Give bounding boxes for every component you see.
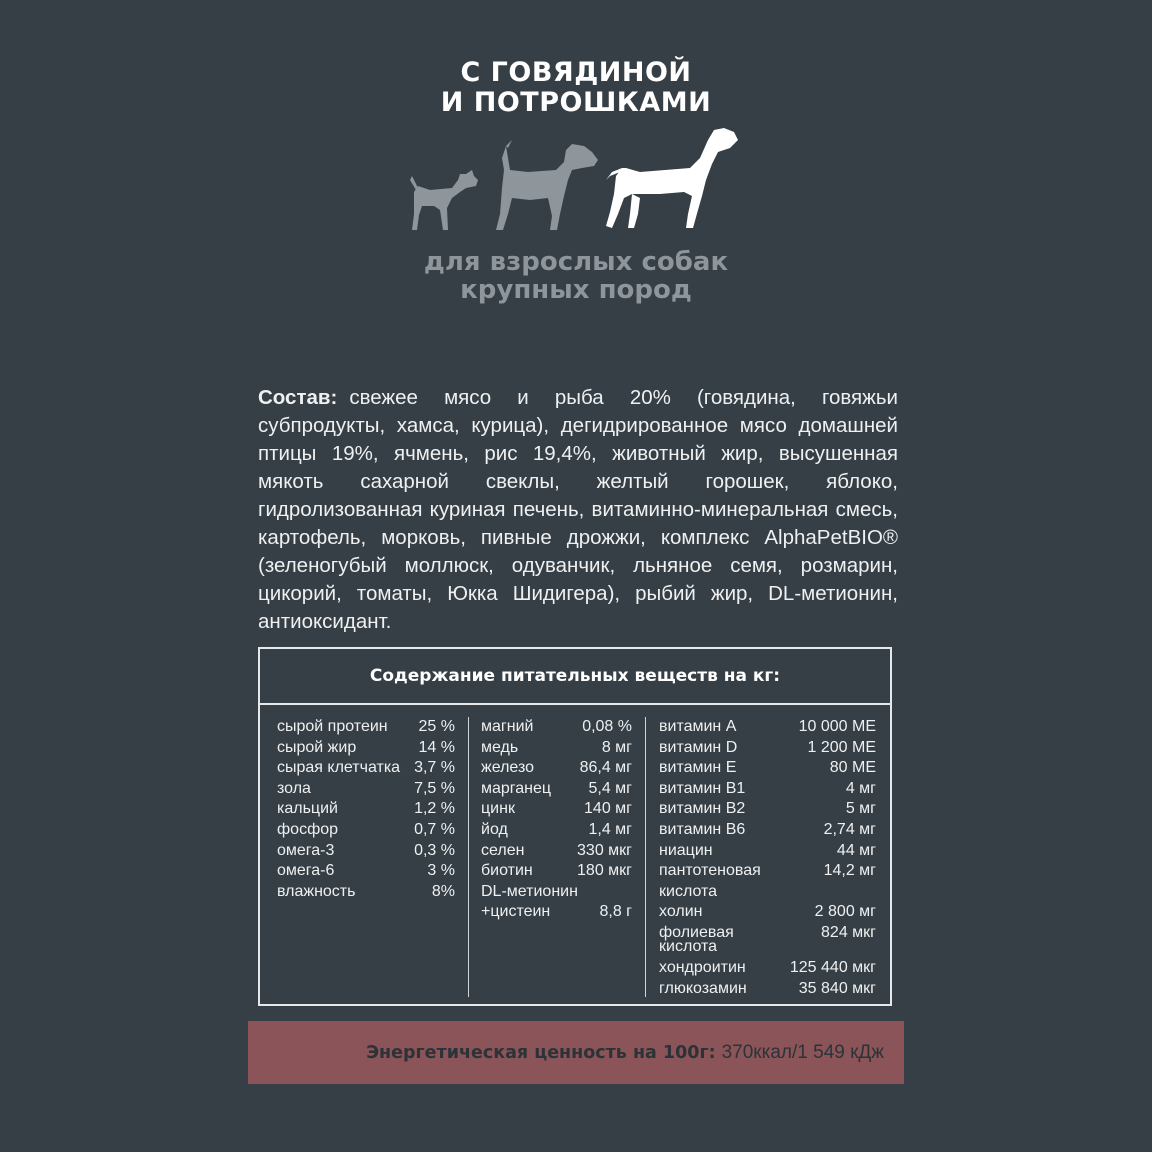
nutrients-column-1 <box>277 717 455 902</box>
composition-text-block <box>258 384 898 636</box>
nutrient-value: 3,7 % <box>414 759 455 777</box>
nutrient-name: витамин В1 <box>659 779 746 797</box>
product-subtitle <box>376 248 776 304</box>
nutrient-name: цинк <box>481 800 515 818</box>
nutrient-row <box>659 923 876 958</box>
nutrients-title: Содержание питательных веществ на кг: <box>260 649 890 705</box>
nutrient-value: 14,2 мг <box>823 862 876 880</box>
nutrient-name: влажность <box>277 882 356 900</box>
nutrient-name: зола <box>277 779 311 797</box>
nutrient-name: хондроитин <box>659 958 746 976</box>
dog-sizes-illustration <box>400 118 760 248</box>
large-dog-icon <box>606 128 738 228</box>
title-line-2: И ПОТРОШКАМИ <box>440 87 712 118</box>
nutrient-value: 8,8 г <box>599 903 632 921</box>
nutrient-row <box>277 882 455 903</box>
nutrient-value: 80 МЕ <box>829 759 876 777</box>
nutrient-name: биотин <box>481 862 533 880</box>
energy-label: Энергетическая ценность на 100г: <box>366 1042 716 1063</box>
nutrient-name: холин <box>659 903 703 921</box>
nutrient-row <box>481 799 632 820</box>
nutrient-row <box>659 861 876 882</box>
nutrient-value: 8% <box>431 882 455 900</box>
nutrient-name: медь <box>481 738 519 756</box>
nutrient-value: 1 200 МЕ <box>807 738 876 756</box>
nutrient-row <box>659 779 876 800</box>
nutrient-name: селен <box>481 841 525 859</box>
nutrient-name: железо <box>481 759 535 777</box>
nutrient-value: 8 мг <box>601 738 632 756</box>
nutrient-value: 25 % <box>418 718 455 735</box>
nutrient-row <box>659 902 876 923</box>
nutrient-name: фолиевая кислота <box>659 923 734 955</box>
nutrient-value: 180 мкг <box>577 862 632 880</box>
nutrient-value: 7,5 % <box>414 779 455 797</box>
nutrient-name: кислота <box>659 882 718 900</box>
nutrient-value: 824 мкг <box>821 923 876 941</box>
composition-label: Состав: <box>258 386 338 409</box>
nutrient-value: 44 мг <box>836 841 876 859</box>
nutrient-row <box>481 779 632 800</box>
nutrient-row <box>277 779 455 800</box>
nutrient-row <box>277 738 455 759</box>
nutrient-name: сырой жир <box>277 738 357 756</box>
nutrient-row <box>481 738 632 759</box>
nutrient-name: омега-3 <box>277 841 335 859</box>
column-divider <box>468 717 469 997</box>
nutrient-row <box>481 841 632 862</box>
nutrient-value: 140 мг <box>584 800 632 818</box>
subtitle-line-2: крупных пород <box>460 275 692 305</box>
nutrient-row <box>277 799 455 820</box>
nutrient-name: витамин Е <box>659 759 737 777</box>
nutrient-name: витамин D <box>659 738 738 756</box>
nutrient-name: витамин В2 <box>659 800 746 818</box>
nutrient-row <box>481 882 632 903</box>
nutrient-name: пантотеновая <box>659 862 761 880</box>
nutrient-name: сырой протеин <box>277 718 388 735</box>
nutrient-name: омега-6 <box>277 862 335 880</box>
nutrient-name: витамин В6 <box>659 820 746 838</box>
nutrient-name: DL-метионин <box>481 882 578 900</box>
nutrient-row <box>277 758 455 779</box>
nutrient-name: фосфор <box>277 820 339 838</box>
nutrient-row <box>277 841 455 862</box>
nutrient-value: 0,3 % <box>414 841 455 859</box>
nutrient-name: глюкозамин <box>659 979 747 997</box>
nutrient-value: 1,4 мг <box>588 820 632 838</box>
energy-value-band <box>248 1021 904 1084</box>
nutrient-row <box>659 841 876 862</box>
nutrient-row <box>659 738 876 759</box>
nutrient-row <box>659 882 876 903</box>
nutrients-column-3 <box>659 717 876 999</box>
nutrient-name: ниацин <box>659 841 713 859</box>
energy-value: 370ккал/1 549 кДж <box>721 1041 884 1063</box>
nutrient-value: 14 % <box>418 738 455 756</box>
nutrient-value: 86,4 мг <box>579 759 632 777</box>
nutrient-value: 330 мкг <box>577 841 632 859</box>
nutrient-value: 4 мг <box>845 779 876 797</box>
nutrient-row <box>659 979 876 1000</box>
nutrient-row <box>481 820 632 841</box>
nutrient-row <box>481 861 632 882</box>
column-divider <box>645 717 646 997</box>
nutrient-name: магний <box>481 718 534 735</box>
nutrient-name: марганец <box>481 779 552 797</box>
nutrient-value: 2,74 мг <box>823 820 876 838</box>
nutrients-table <box>258 647 892 1006</box>
nutrient-value: 2 800 мг <box>814 903 876 921</box>
nutrient-row <box>277 861 455 882</box>
nutrient-row <box>481 758 632 779</box>
nutrient-row <box>481 717 632 738</box>
nutrient-value: 10 000 МЕ <box>798 718 876 735</box>
nutrient-name: сырая клетчатка <box>277 759 401 777</box>
nutrient-name: витамин А <box>659 718 737 735</box>
nutrient-row <box>481 902 632 923</box>
nutrient-row <box>277 717 455 738</box>
nutrient-value: 1,2 % <box>414 800 455 818</box>
nutrient-value: 35 840 мкг <box>798 979 876 997</box>
subtitle-line-1: для взрослых собак <box>423 247 729 277</box>
nutrient-name: йод <box>481 820 508 838</box>
small-dog-icon <box>410 170 478 230</box>
nutrient-row <box>659 958 876 979</box>
nutrient-value: 5,4 мг <box>588 779 632 797</box>
nutrient-row <box>659 799 876 820</box>
nutrient-value: 0,7 % <box>414 820 455 838</box>
composition-text: свежее мясо и рыба 20% (говядина, говяжьи субпродукты, хамса, курица), дегидрированное мясо домашней птицы 19%, ячмень, рис 19,4%, животный жир, высушенная мякоть сахарной свеклы, желтый горошек, яблоко, гидролизованная куриная печень, витаминно-минеральная смесь, картофель, морковь, пивные дрожжи, комплекс AlphaPetBIO® (зеленогубый моллюск, одуванчик, льняное семя, розмарин, цикорий, томаты, Юкка Шидигера), рыбий жир, DL-метионин, антиоксидант. <box>258 386 898 633</box>
medium-dog-icon <box>496 140 598 230</box>
nutrient-row <box>277 820 455 841</box>
nutrient-value: 3 % <box>427 862 455 880</box>
nutrient-value: 5 мг <box>845 800 876 818</box>
nutrient-name: кальций <box>277 800 338 818</box>
nutrient-row <box>659 758 876 779</box>
nutrient-row <box>659 820 876 841</box>
product-title <box>376 58 776 118</box>
nutrient-name: +цистеин <box>481 903 551 921</box>
nutrient-value: 0,08 % <box>582 718 632 735</box>
nutrients-column-2 <box>481 717 632 923</box>
title-line-1: С ГОВЯДИНОЙ <box>460 57 692 88</box>
nutrient-value: 125 440 мкг <box>789 958 876 976</box>
nutrient-row <box>659 717 876 738</box>
